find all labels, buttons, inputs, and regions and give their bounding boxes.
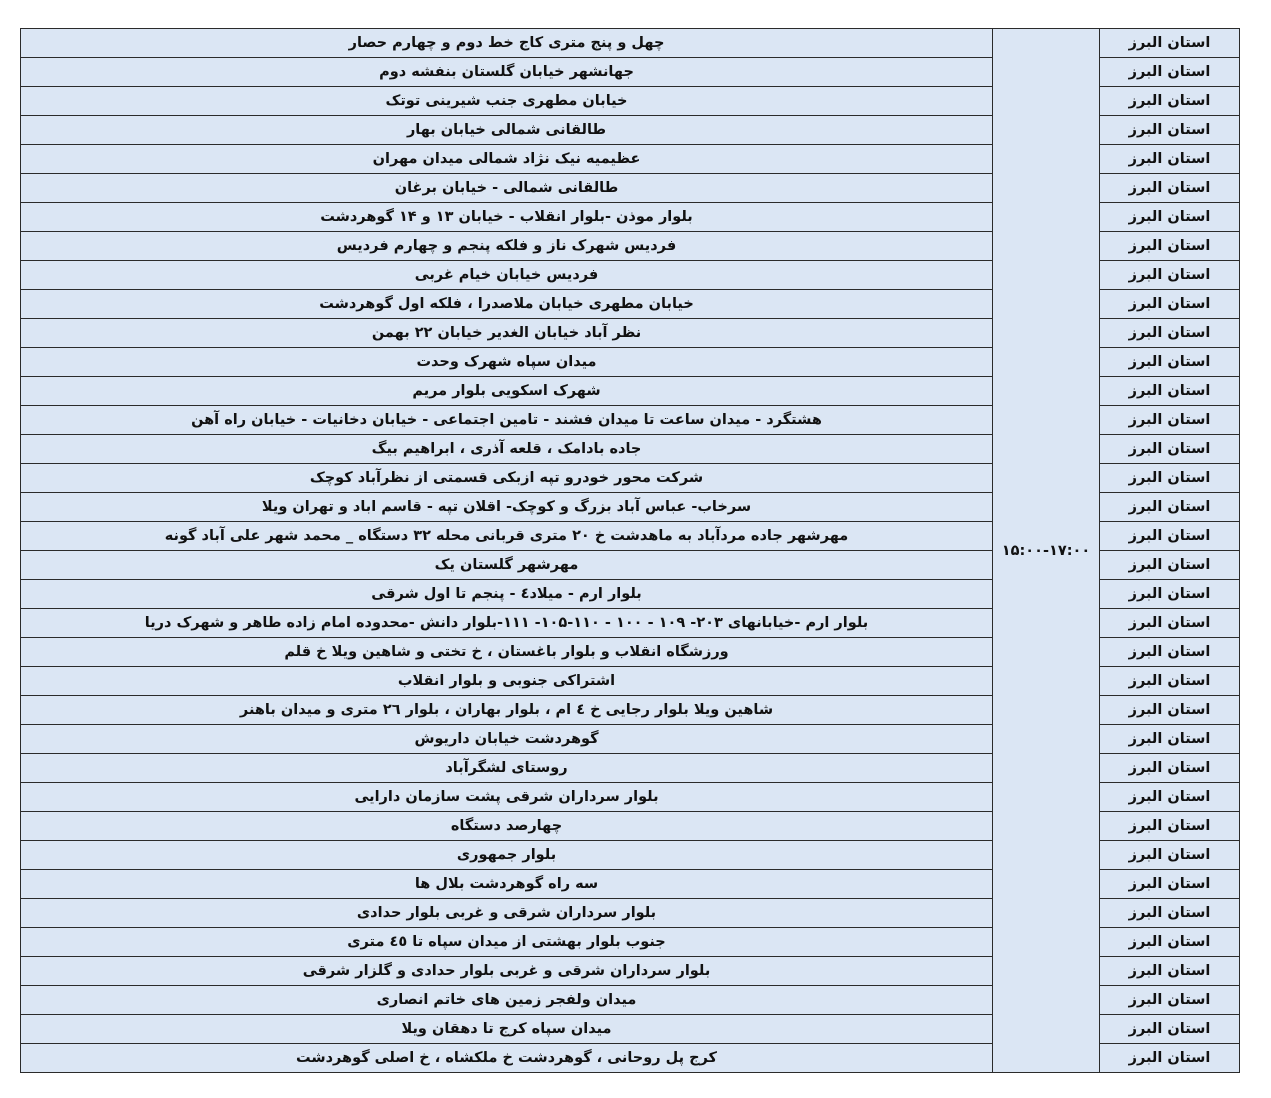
province-cell: استان البرز	[1100, 551, 1240, 580]
province-cell: استان البرز	[1100, 493, 1240, 522]
province-cell: استان البرز	[1100, 1015, 1240, 1044]
area-cell: روستای لشگرآباد	[21, 754, 993, 783]
area-cell: اشتراکی جنوبی و بلوار انقلاب	[21, 667, 993, 696]
area-cell: بلوار سرداران شرقی پشت سازمان دارایی	[21, 783, 993, 812]
province-cell: استان البرز	[1100, 609, 1240, 638]
province-cell: استان البرز	[1100, 406, 1240, 435]
province-cell: استان البرز	[1100, 522, 1240, 551]
province-cell: استان البرز	[1100, 957, 1240, 986]
area-cell: میدان سپاه شهرک وحدت	[21, 348, 993, 377]
province-cell: استان البرز	[1100, 174, 1240, 203]
area-cell: بلوار موذن -بلوار انقلاب - خیابان ۱۳ و ۱۴ گوهردشت	[21, 203, 993, 232]
area-cell: بلوار ارم - میلاد٤ - پنجم تا اول شرقی	[21, 580, 993, 609]
province-cell: استان البرز	[1100, 841, 1240, 870]
area-cell: طالقانی شمالی خیابان بهار	[21, 116, 993, 145]
area-cell: مهرشهر گلستان یک	[21, 551, 993, 580]
province-cell: استان البرز	[1100, 29, 1240, 58]
province-cell: استان البرز	[1100, 986, 1240, 1015]
province-cell: استان البرز	[1100, 638, 1240, 667]
province-cell: استان البرز	[1100, 435, 1240, 464]
province-cell: استان البرز	[1100, 754, 1240, 783]
area-cell: جنوب بلوار بهشتی از میدان سپاه تا ٤٥ متری	[21, 928, 993, 957]
province-cell: استان البرز	[1100, 145, 1240, 174]
outage-schedule-table	[20, 28, 1240, 1073]
area-cell: میدان سپاه کرج تا دهقان ویلا	[21, 1015, 993, 1044]
area-cell: عظیمیه نیک نژاد شمالی میدان مهران	[21, 145, 993, 174]
schedule-body	[21, 29, 1240, 1073]
area-cell: جهانشهر خیابان گلستان بنفشه دوم	[21, 58, 993, 87]
province-cell: استان البرز	[1100, 87, 1240, 116]
area-cell: سرخاب- عباس آباد بزرگ و کوچک- اقلان تپه - قاسم اباد و تهران ویلا	[21, 493, 993, 522]
area-cell: شاهین ویلا بلوار رجایی خ ٤ ام ، بلوار بهاران ، بلوار ۲٦ متری و میدان باهنر	[21, 696, 993, 725]
province-cell: استان البرز	[1100, 348, 1240, 377]
province-cell: استان البرز	[1100, 232, 1240, 261]
area-cell: هشتگرد - میدان ساعت تا میدان فشند - تامین اجتماعی - خیابان دخانیات - خیابان راه آهن	[21, 406, 993, 435]
area-cell: طالقانی شمالی - خیابان برغان	[21, 174, 993, 203]
area-cell: بلوار جمهوری	[21, 841, 993, 870]
area-cell: شرکت محور خودرو تپه ازبکی قسمتی از نظرآباد کوچک	[21, 464, 993, 493]
area-cell: نظر آباد خیابان الغدیر خیابان ۲۲ بهمن	[21, 319, 993, 348]
time-range-cell: ۱۵:۰۰-۱۷:۰۰	[993, 29, 1100, 1073]
area-cell: شهرک اسکویی بلوار مریم	[21, 377, 993, 406]
area-cell: مهرشهر جاده مردآباد به ماهدشت خ ۲۰ متری قربانی محله ۳۲ دستگاه _ محمد شهر علی آباد گونه	[21, 522, 993, 551]
province-cell: استان البرز	[1100, 261, 1240, 290]
province-cell: استان البرز	[1100, 667, 1240, 696]
province-cell: استان البرز	[1100, 870, 1240, 899]
area-cell: ورزشگاه انقلاب و بلوار باغستان ، خ تختی و شاهین ویلا خ قلم	[21, 638, 993, 667]
table-row	[21, 29, 1240, 58]
area-cell: بلوار سرداران شرقی و غربی بلوار حدادی و گلزار شرقی	[21, 957, 993, 986]
province-cell: استان البرز	[1100, 377, 1240, 406]
province-cell: استان البرز	[1100, 899, 1240, 928]
area-cell: میدان ولفجر زمین های خاتم انصاری	[21, 986, 993, 1015]
area-cell: بلوار سرداران شرقی و غربی بلوار حدادی	[21, 899, 993, 928]
area-cell: کرج پل روحانی ، گوهردشت خ ملکشاه ، خ اصلی گوهردشت	[21, 1044, 993, 1073]
area-cell: چهارصد دستگاه	[21, 812, 993, 841]
province-cell: استان البرز	[1100, 319, 1240, 348]
area-cell: فردیس خیابان خیام غربی	[21, 261, 993, 290]
province-cell: استان البرز	[1100, 928, 1240, 957]
province-cell: استان البرز	[1100, 783, 1240, 812]
area-cell: جاده بادامک ، قلعه آذری ، ابراهیم بیگ	[21, 435, 993, 464]
province-cell: استان البرز	[1100, 1044, 1240, 1073]
area-cell: گوهردشت خیابان داریوش	[21, 725, 993, 754]
province-cell: استان البرز	[1100, 696, 1240, 725]
province-cell: استان البرز	[1100, 725, 1240, 754]
province-cell: استان البرز	[1100, 116, 1240, 145]
area-cell: خیابان مطهری خیابان ملاصدرا ، فلکه اول گوهردشت	[21, 290, 993, 319]
province-cell: استان البرز	[1100, 464, 1240, 493]
province-cell: استان البرز	[1100, 203, 1240, 232]
province-cell: استان البرز	[1100, 58, 1240, 87]
province-cell: استان البرز	[1100, 812, 1240, 841]
area-cell: سه راه گوهردشت بلال ها	[21, 870, 993, 899]
area-cell: خیابان مطهری جنب شیرینی توتک	[21, 87, 993, 116]
area-cell: بلوار ارم -خیابانهای ۲۰۳- ۱۰۹ - ۱۰۰ - ۱۱۰-۱۰۵- ۱۱۱-بلوار دانش -محدوده امام زاده طاهر و شهرک دریا	[21, 609, 993, 638]
province-cell: استان البرز	[1100, 580, 1240, 609]
area-cell: فردیس شهرک ناز و فلکه پنجم و چهارم فردیس	[21, 232, 993, 261]
province-cell: استان البرز	[1100, 290, 1240, 319]
area-cell: چهل و پنج متری کاج خط دوم و چهارم حصار	[21, 29, 993, 58]
